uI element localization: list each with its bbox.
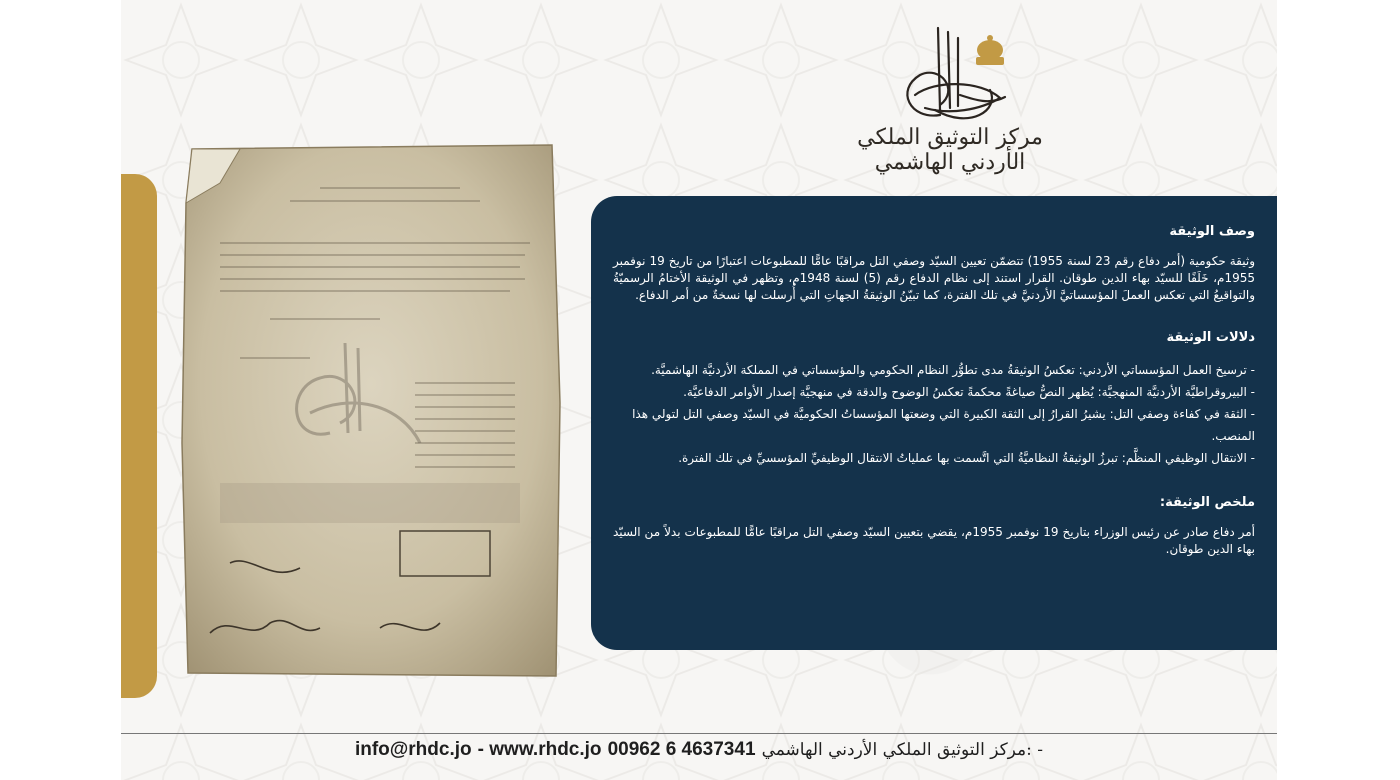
list-item: - ترسيخ العمل المؤسساتي الأردني: تعكسُ الوثيقةُ مدى تطوُّر النظام الحكومي والمؤسساتي في المملكة الأردنيَّة الهاشميَّة. (651, 363, 1255, 377)
historical-document-image (180, 143, 561, 678)
crown-icon (976, 35, 1004, 65)
list-item: - الانتقال الوظيفي المنظَّم: تبرزُ الوثيقةُ النظاميَّةُ التي اتَّسمت بها عملياتُ الانتقال الوظيفيِّ المؤسسيِّ في تلك الفترة. (678, 451, 1255, 465)
footer-arabic-label: مركز التوثيق الملكي الأردني الهاشمي: - (761, 740, 1044, 760)
description-text: وثيقة حكومية (أمر دفاع رقم 23 لسنة 1955) تتضمّن تعيين السيّد وصفي التل مراقبًا عامًّا للمطبوعات اعتبارًا من تاريخ 19 نوفمبر 1955م، خَلَفًا للسيّد بهاء الدين طوقان. القرار استند إلى نظام الدفاع رقم (5) لسنة 1948م، وتظهر في الوثيقة الأختامُ الرسميّةُ والتواقيعُ التي تعكس العملَ المؤسساتيَّ الأردنيَّ في تلك الفترة، كما تبيّنُ الوثيقةُ الجهاتِ التي أُرسلت لها نسخةٌ من أمر الدفاع. (613, 254, 1255, 302)
summary-text: أمر دفاع صادر عن رئيس الوزراء بتاريخ 19 نوفمبر 1955م، يقضي بتعيين السيّد وصفي التل مراقبًا عامًّا للمطبوعات بدلاً من السيّد بهاء الدين طوقان. (613, 525, 1255, 556)
list-item: - البيروقراطيَّة الأردنيَّة المنهجيَّة: يُظهر النصُّ صياغةً محكمةً تعكسُ الوضوح والدقة في منهجيَّة إصدار الأوامر الدفاعيَّة. (683, 385, 1255, 399)
significance-heading: دلالات الوثيقة (1166, 330, 1255, 345)
footer-phone: 00962 6 4637341 (607, 739, 756, 760)
description-heading: وصف الوثيقة (1169, 224, 1255, 239)
footer-website[interactable]: www.rhdc.jo (489, 739, 602, 760)
logo-caption: مركز التوثيق الملكي الأردني الهاشمي (857, 125, 1043, 175)
summary-heading: ملخص الوثيقة: (1159, 495, 1255, 510)
footer-email[interactable]: info@rhdc.jo (354, 739, 472, 760)
footer-divider (121, 733, 1277, 734)
significance-list (613, 359, 1255, 469)
footer-contact (121, 738, 1277, 770)
gold-side-tab (121, 174, 157, 698)
footer-separator: - (477, 739, 490, 760)
info-panel (591, 196, 1277, 650)
list-item: - الثقة في كفاءة وصفي التل: يشيرُ القرارُ إلى الثقة الكبيرة التي وضعتها المؤسساتُ الحكوميَّة في السيّد وصفي التل لتولي هذا المنصب. (632, 407, 1255, 443)
